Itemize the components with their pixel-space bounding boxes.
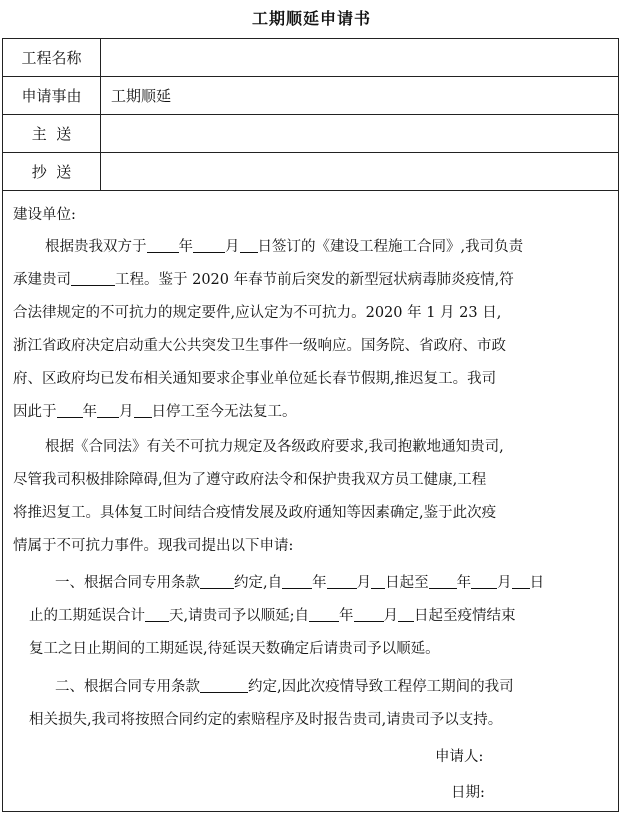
total-days-blank[interactable] [145, 606, 169, 622]
to-year-blank[interactable] [429, 573, 457, 589]
date-month-blank[interactable] [193, 237, 225, 253]
stop-year-blank[interactable] [57, 402, 83, 418]
start-month-blank[interactable] [354, 606, 384, 622]
paragraph-4-line-2: 相关损失,我司将按照合同约定的索赔程序及时报告贵司,请贵司予以支持。 [29, 712, 503, 728]
paragraph-1-line-1: 根据贵我双方于 年 月 日签订的《建设工程施工合同》,我司负责 [45, 239, 524, 255]
application-form [2, 38, 619, 812]
reason-label: 申请事由 [3, 77, 101, 114]
paragraph-3-line-1: 一、根据合同专用条款 约定,自 年 月 日起至 年 月 日 [55, 575, 545, 591]
paragraph-3-line-2: 止的工期延误合计 天,请贵司予以顺延;自 年 月 日起至疫情结束 [29, 608, 516, 624]
project-name-row [3, 39, 618, 77]
date-year-blank[interactable] [147, 237, 179, 253]
project-blank[interactable] [71, 270, 115, 286]
from-month-blank[interactable] [327, 573, 357, 589]
paragraph-1-line-4: 浙江省政府决定启动重大公共突发卫生事件一级响应。国务院、省政府、市政 [13, 338, 506, 354]
paragraph-2-line-3: 将推迟复工。具体复工时间结合疫情发展及政府通知等因素确定,鉴于此次疫 [13, 505, 497, 521]
stop-month-blank[interactable] [97, 402, 119, 418]
paragraph-1-line-3: 合法律规定的不可抗力的规定要件,应认定为不可抗力。2020 年 1 月 23 日, [13, 305, 502, 321]
start-day-blank[interactable] [398, 606, 414, 622]
paragraph-1-line-6: 因此于 年 月 日停工至今无法复工。 [13, 404, 297, 420]
to-day-blank[interactable] [512, 573, 530, 589]
reason-row [3, 77, 618, 115]
paragraph-1-line-5: 府、区政府均已发布相关通知要求企事业单位延长春节假期,推迟复工。我司 [13, 371, 497, 387]
copy-send-row [3, 153, 618, 191]
project-name-label: 工程名称 [3, 39, 101, 76]
applicant-label: 申请人: [435, 749, 484, 765]
paragraph-3-line-3: 复工之日止期间的工期延误,待延误天数确定后请贵司予以顺延。 [29, 641, 440, 657]
salutation: 建设单位: [13, 207, 76, 223]
paragraph-1-line-2: 承建贵司 工程。鉴于 2020 年春节前后突发的新型冠状病毒肺炎疫情,符 [13, 272, 514, 288]
paragraph-2-line-2: 尽管我司积极排除障碍,但为了遵守政府法令和保护贵我双方员工健康,工程 [13, 472, 487, 488]
copy-send-label: 抄 送 [3, 153, 101, 190]
paragraph-2-line-4: 情属于不可抗力事件。现我司提出以下申请: [13, 538, 294, 554]
main-send-label: 主 送 [3, 115, 101, 152]
main-send-row [3, 115, 618, 153]
from-day-blank[interactable] [371, 573, 385, 589]
date-label: 日期: [451, 785, 485, 801]
to-month-blank[interactable] [471, 573, 497, 589]
clause-blank-1[interactable] [200, 573, 234, 589]
from-year-blank[interactable] [282, 573, 312, 589]
clause-blank-2[interactable] [200, 677, 248, 693]
document-title: 工期顺延申请书 [251, 9, 371, 28]
start-year-blank[interactable] [309, 606, 339, 622]
date-day-blank[interactable] [240, 237, 258, 253]
stop-day-blank[interactable] [134, 402, 152, 418]
paragraph-2-line-1: 根据《合同法》有关不可抗力规定及各级政府要求,我司抱歉地通知贵司, [45, 439, 504, 455]
reason-field[interactable]: 工期顺延 [111, 87, 172, 105]
paragraph-4-line-1: 二、根据合同专用条款 约定,因此次疫情导致工程停工期间的我司 [55, 679, 514, 695]
